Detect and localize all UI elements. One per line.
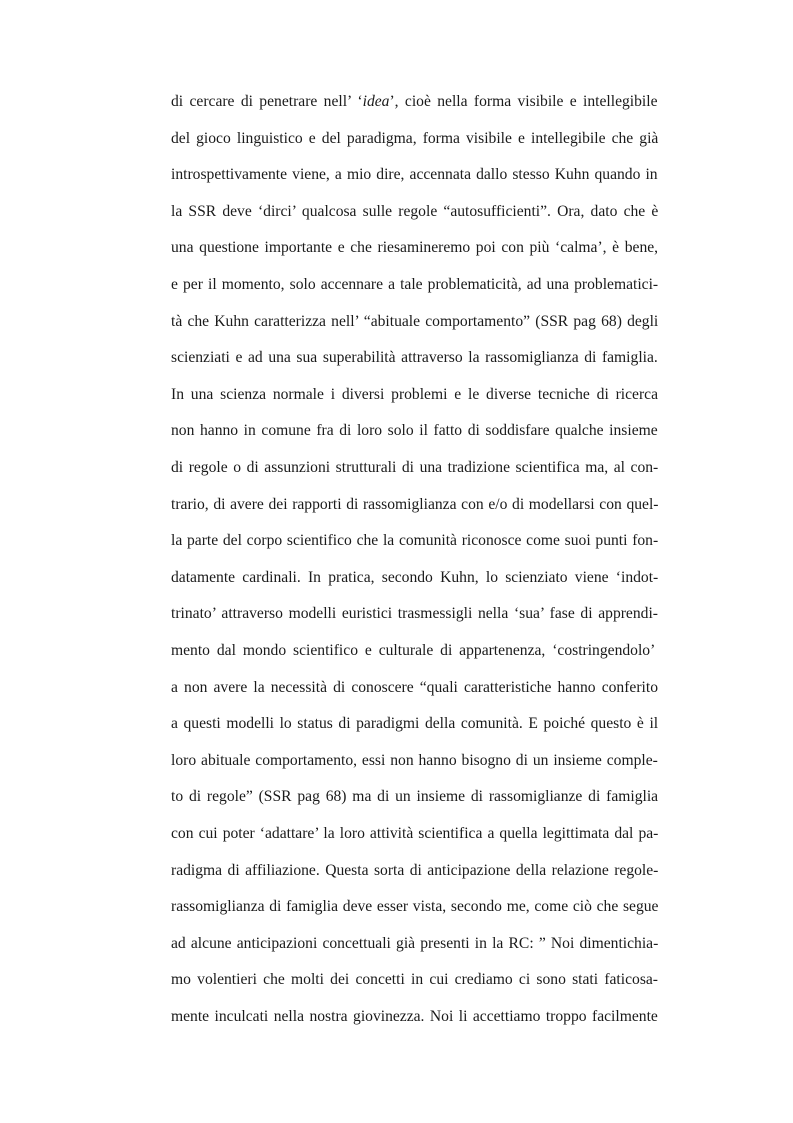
italic-word: idea xyxy=(362,93,390,110)
text-line: mo volentieri che molti dei concetti in cui crediamo ci sono stati faticosa- xyxy=(171,971,659,989)
text-line xyxy=(171,92,658,112)
text-line: tà che Kuhn caratterizza nell’ “abituale comportamento” (SSR pag 68) degli xyxy=(171,312,659,330)
text-line: non hanno in comune fra di loro solo il fatto di soddisfare qualche insieme xyxy=(171,422,658,440)
text-line: datamente cardinali. In pratica, secondo Kuhn, lo scienziato viene ‘indot- xyxy=(171,568,659,586)
text-line: la SSR deve ‘dirci’ qualcosa sulle regole “autosufficienti”. Ora, dato che è xyxy=(171,202,659,220)
text-line: ad alcune anticipazioni concettuali già presenti in la RC: ” Noi dimentichia- xyxy=(171,934,659,952)
text-segment: ’, cioè nella forma visibile e intellegibile xyxy=(389,93,658,110)
text-line: In una scienza normale i diversi problemi e le diverse tecniche di ricerca xyxy=(171,385,659,403)
text-line: trinato’ attraverso modelli euristici trasmessigli nella ‘sua’ fase di apprendi- xyxy=(171,605,658,623)
text-line: a non avere la necessità di conoscere “quali caratteristiche hanno conferito xyxy=(171,678,658,696)
text-line: loro abituale comportamento, essi non hanno bisogno di un insieme comple- xyxy=(171,751,658,769)
text-line: mente inculcati nella nostra giovinezza. Noi li accettiamo troppo facilmente xyxy=(171,1008,658,1025)
text-line: e per il momento, solo accennare a tale problematicità, ad una problematici- xyxy=(171,276,659,293)
text-line: trario, di avere dei rapporti di rassomiglianza con e/o di modellarsi con quel- xyxy=(171,495,659,513)
text-line: introspettivamente viene, a mio dire, accennata dallo stesso Kuhn quando in xyxy=(171,166,658,184)
text-line: scienziati e ad una sua superabilità attraverso la rassomiglianza di famiglia. xyxy=(171,349,658,367)
text-line: una questione importante e che riesamineremo poi con più ‘calma’, è bene, xyxy=(171,239,659,257)
text-segment: di cercare di penetrare nell’ ‘ xyxy=(171,93,363,110)
text-line: di regole o di assunzioni strutturali di una tradizione scientifica ma, al con- xyxy=(171,459,659,476)
text-line: to di regole” (SSR pag 68) ma di un insieme di rassomiglianze di famiglia xyxy=(171,788,659,806)
text-line: del gioco linguistico e del paradigma, forma visibile e intellegibile che già xyxy=(171,129,659,147)
text-line: la parte del corpo scientifico che la comunità riconosce come suoi punti fon- xyxy=(171,532,659,550)
text-line: con cui poter ‘adattare’ la loro attività scientifica a quella legittimata dal pa- xyxy=(171,825,659,842)
text-line: radigma di affiliazione. Questa sorta di anticipazione della relazione regole- xyxy=(171,861,659,879)
text-line: mento dal mondo scientifico e culturale di appartenenza, ‘costringendolo’ xyxy=(171,642,656,659)
text-line: a questi modelli lo status di paradigmi della comunità. E poiché questo è il xyxy=(171,715,659,733)
text-line: rassomiglianza di famiglia deve esser vista, secondo me, come ciò che segue xyxy=(171,898,659,916)
